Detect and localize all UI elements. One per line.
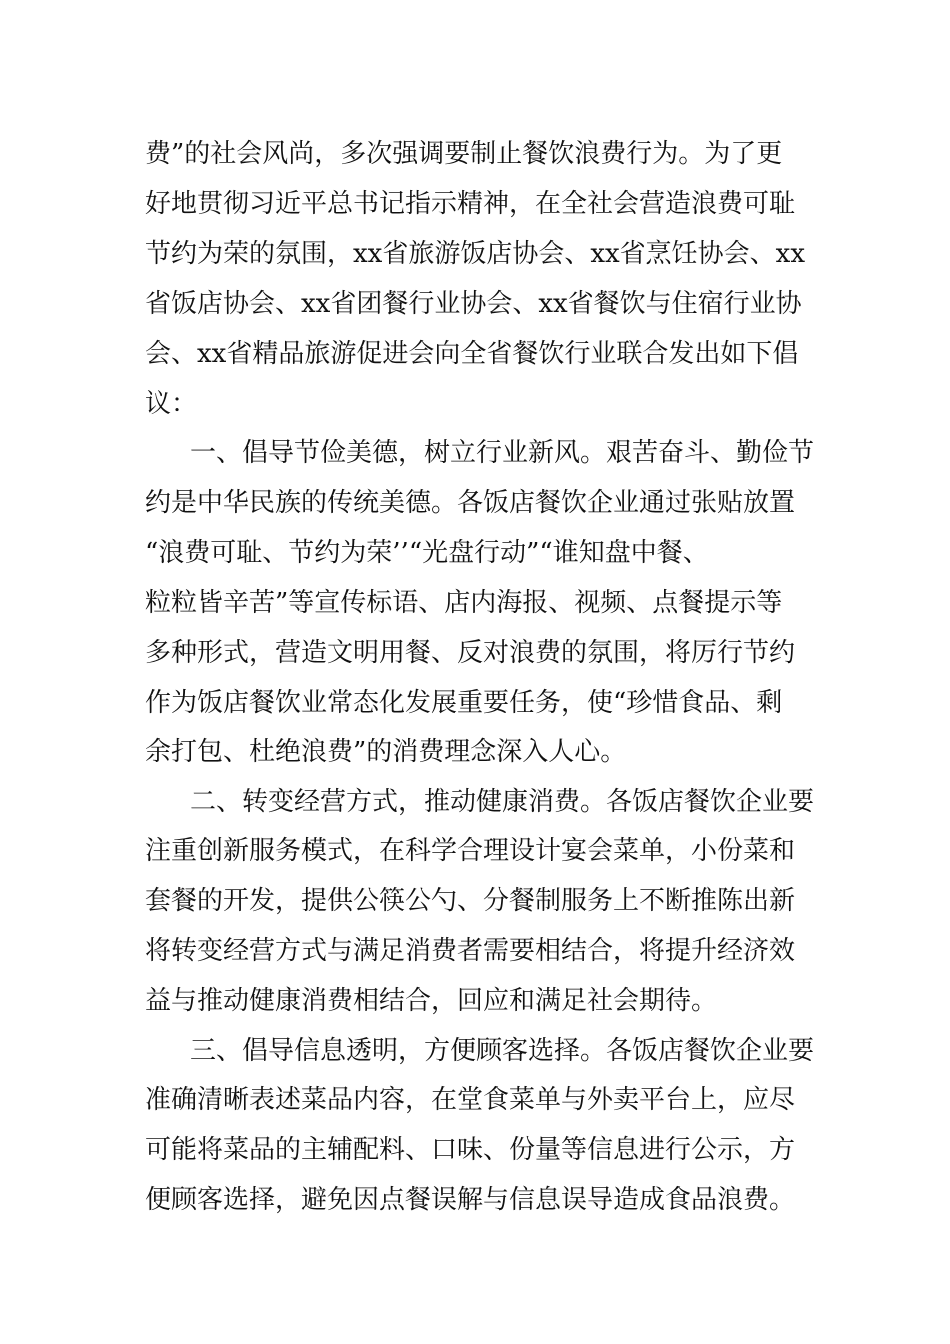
- text-line: 会、xx省精品旅游促进会向全省餐饮行业联合发出如下倡: [145, 339, 799, 369]
- text-line: 约是中华民族的传统美德。各饭店餐饮企业通过张贴放置: [145, 488, 796, 518]
- text-line: 准确清晰表述菜品内容，在堂食菜单与外卖平台上，应尽: [145, 1085, 796, 1115]
- text-line: 省饭店协会、xx省团餐行业协会、xx省餐饮与住宿行业协: [145, 289, 802, 319]
- paragraph-heading-1: 一、倡导节俭美德，树立行业新风。艰苦奋斗、勤俭节: [190, 438, 815, 468]
- text-line: 益与推动健康消费相结合，回应和满足社会期待。: [145, 986, 718, 1016]
- text-line: 节约为荣的氛围，xx省旅游饭店协会、xx省烹饪协会、xx: [145, 239, 805, 269]
- paragraph-heading-3: 三、倡导信息透明，方便顾客选择。各饭店餐饮企业要: [190, 1036, 815, 1066]
- text-line: 套餐的开发，提供公筷公勺、分餐制服务上不断推陈出新: [145, 886, 796, 916]
- text-line: 便顾客选择，避免因点餐误解与信息误导造成食品浪费。: [145, 1185, 796, 1215]
- text-line: 将转变经营方式与满足消费者需要相结合，将提升经济效: [145, 936, 796, 966]
- text-line: 粒粒皆辛苦”等宣传标语、店内海报、视频、点餐提示等: [145, 588, 783, 618]
- text-line: 好地贯彻习近平总书记指示精神，在全社会营造浪费可耻: [145, 189, 796, 219]
- text-line: 费”的社会风尚，多次强调要制止餐饮浪费行为。为了更: [145, 139, 783, 169]
- text-line: 作为饭店餐饮业常态化发展重要任务，使“珍惜食品、剩: [145, 688, 783, 718]
- text-line: 余打包、杜绝浪费”的消费理念深入人心。: [145, 737, 627, 767]
- text-line: 议：: [145, 389, 198, 419]
- text-line: 可能将菜品的主辅配料、口味、份量等信息进行公示，方: [145, 1135, 796, 1165]
- text-line: 多种形式，营造文明用餐、反对浪费的氛围，将厉行节约: [145, 638, 796, 668]
- text-line: “浪费可耻、节约为荣’’“光盘行动”“谁知盘中餐、: [145, 538, 709, 568]
- paragraph-heading-2: 二、转变经营方式，推动健康消费。各饭店餐饮企业要: [190, 787, 815, 817]
- text-line: 注重创新服务模式，在科学合理设计宴会菜单，小份菜和: [145, 836, 796, 866]
